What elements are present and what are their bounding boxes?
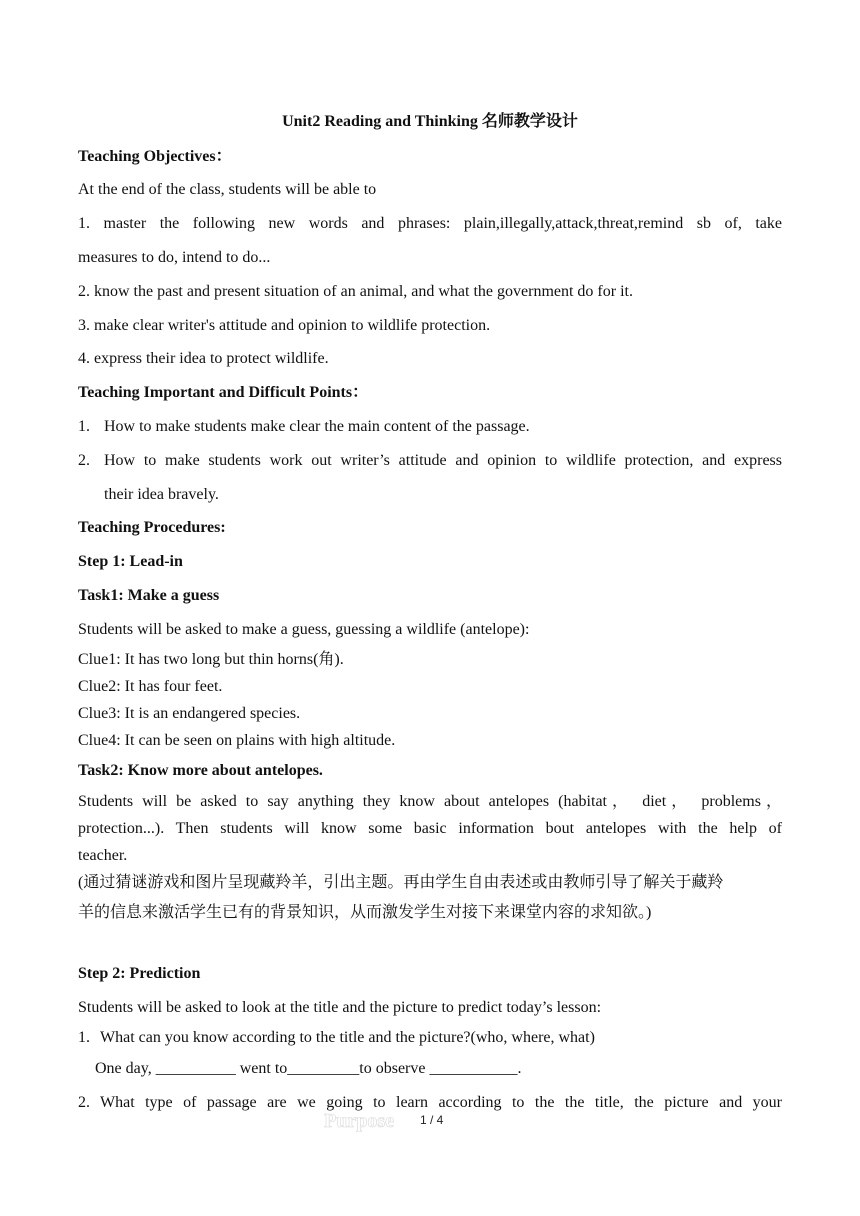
point-item-text: How to make students make clear the main content of the passage. <box>104 418 530 435</box>
clue-3: Clue3: It is an endangered species. <box>78 705 301 722</box>
document-title: Unit2 Reading and Thinking 名师教学设计 <box>282 113 578 130</box>
objectives-heading: Teaching Objectives： <box>78 148 232 165</box>
question-text: What type of passage are we going to learn according to the the title, the picture and your <box>100 1094 782 1111</box>
task-1-heading: Task1: Make a guess <box>78 587 220 604</box>
point-item-number: 1. <box>78 418 90 435</box>
step-2-intro: Students will be asked to look at the title and the picture to predict today’s lesson: <box>78 999 602 1016</box>
task-2-line-2: protection...). Then students will know some basic information bout antelopes with the help of <box>78 820 782 837</box>
step-2-heading: Step 2: Prediction <box>78 965 201 982</box>
point-item-text: How to make students work out writer’s attitude and opinion to wildlife protection, and express <box>104 452 782 469</box>
page-indicator: 1 / 4 <box>420 1113 444 1127</box>
clue-4: Clue4: It can be seen on plains with high altitude. <box>78 732 396 749</box>
clue-1: Clue1: It has two long but thin horns(角). <box>78 651 344 668</box>
point-item-number: 2. <box>78 452 90 469</box>
objective-item-3: 3. make clear writer's attitude and opinion to wildlife protection. <box>78 317 491 334</box>
objective-item-4: 4. express their idea to protect wildlife. <box>78 350 329 367</box>
objective-item-1-line-2: measures to do, intend to do... <box>78 249 271 266</box>
question-number: 2. <box>78 1094 90 1111</box>
question-text: What can you know according to the title and the picture?(who, where, what) <box>100 1029 595 1046</box>
question-number: 1. <box>78 1029 90 1046</box>
task-1-intro: Students will be asked to make a guess, guessing a wildlife (antelope): <box>78 621 530 638</box>
fill-in-sentence: One day, __________ went to_________to observe ___________. <box>95 1060 522 1077</box>
task-2-chinese-note-line-2: 羊的信息来激活学生已有的背景知识，从而激发学生对接下来课堂内容的求知欲。) <box>78 904 652 921</box>
procedures-heading: Teaching Procedures: <box>78 519 226 536</box>
task-2-chinese-note-line-1: (通过猜谜游戏和图片呈现藏羚羊，引出主题。再由学生自由表述或由教师引导了解关于藏羚 <box>78 874 724 891</box>
point-item-text: their idea bravely. <box>104 486 219 503</box>
step-1-heading: Step 1: Lead-in <box>78 553 183 570</box>
task-2-line-3: teacher. <box>78 847 128 864</box>
task-2-line-1: Students will be asked to say anything they know about antelopes (habitat， diet， problems， <box>78 793 783 810</box>
objective-item-2: 2. know the past and present situation of an animal, and what the government do for it. <box>78 283 633 300</box>
points-heading: Teaching Important and Difficult Points： <box>78 384 369 401</box>
objective-item-1-line-1: 1. master the following new words and phrases: plain,illegally,attack,threat,remind sb of, take <box>78 215 782 232</box>
clue-2: Clue2: It has four feet. <box>78 678 223 695</box>
faded-heading-text: Purpose <box>324 1110 394 1132</box>
objectives-intro: At the end of the class, students will be able to <box>78 181 377 198</box>
task-2-heading: Task2: Know more about antelopes. <box>78 762 323 779</box>
